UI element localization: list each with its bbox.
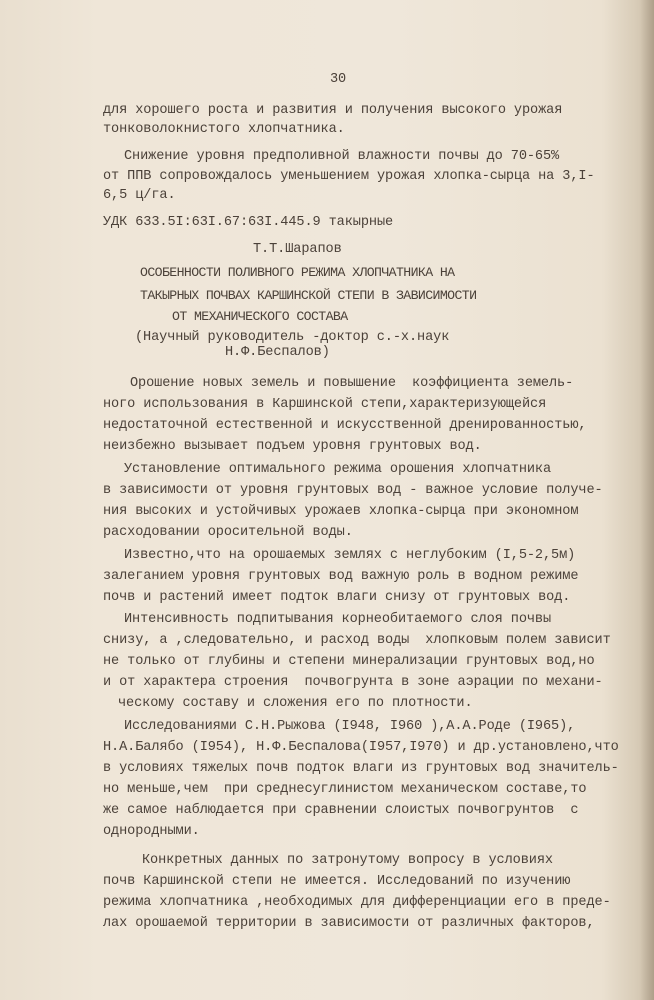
text-line: от ППВ сопровождалось уменьшением урожая хлопка-сырца на 3,I- [103,169,595,184]
advisor-line: Н.Ф.Беспалов) [225,345,330,360]
text-line: залеганием уровня грунтовых вод важную роль в водном режиме [103,569,579,584]
text-line: Исследованиями С.Н.Рыжова (I948, I960 ),А.А.Роде (I965), [124,719,576,734]
text-line: Орошение новых земель и повышение коэффициента земель- [130,376,574,391]
text-line: расходовании оросительной воды. [103,525,353,540]
text-line: Конкретных данных по затронутому вопросу в условиях [142,853,553,868]
text-line: Интенсивность подпитывания корнеобитаемого слоя почвы [124,612,552,627]
title-line: ОСОБЕННОСТИ ПОЛИВНОГО РЕЖИМА ХЛОПЧАТНИКА НА [140,265,455,280]
udc-code: УДК 633.5I:63I.67:63I.445.9 такырные [103,215,394,230]
text-line: Известно,что на орошаемых землях с неглубоким (I,5-2,5м) [124,548,576,563]
article-author: Т.Т.Шарапов [253,242,342,257]
text-line: Н.А.Балябо (I954), Н.Ф.Беспалова(I957,I970) и др.установлено,что [103,740,619,755]
text-line: недостаточной естественной и искусственной дренированностью, [103,418,587,433]
text-line: 6,5 ц/га. [103,188,176,203]
text-line: в условиях тяжелых почв подток влаги из грунтовых вод значитель- [103,761,619,776]
text-line: режима хлопчатника ,необходимых для дифференциации его в преде- [103,895,611,910]
text-line: Снижение уровня предполивной влажности почвы до 70-65% [124,149,560,164]
page-number: 30 [330,72,347,87]
text-line: почв Каршинской степи не имеется. Исследований по изучению [103,874,571,889]
text-line: но меньше,чем при среднесуглинистом механическом составе,то [103,782,587,797]
text-line: Установление оптимального режима орошения хлопчатника [124,462,552,477]
title-line: ОТ МЕХАНИЧЕСКОГО СОСТАВА [172,309,348,324]
text-line: лах орошаемой территории в зависимости от различных факторов, [103,916,595,931]
text-line: однородными. [103,824,200,839]
title-line: ТАКЫРНЫХ ПОЧВАХ КАРШИНСКОЙ СТЕПИ В ЗАВИСИМОСТИ [140,288,477,303]
text-line: не только от глубины и степени минерализации грунтовых вод,но [103,654,595,669]
text-line: для хорошего роста и развития и получения высокого урожая [103,103,563,118]
text-line: тонковолокнистого хлопчатника. [103,122,345,137]
text-line: ного использования в Каршинской степи,характеризующейся [103,397,547,412]
text-line: снизу, а ,следовательно, и расход воды хлопковым полем зависит [103,633,611,648]
text-line: ния высоких и устойчивых урожаев хлопка-сырца при экономном [103,504,579,519]
text-line: почв и растений имеет подток влаги снизу от грунтовых вод. [103,590,571,605]
text-line: и от характера строения почвогрунта в зоне аэрации по механи- [103,675,603,690]
text-line: неизбежно вызывает подъем уровня грунтовых вод. [103,439,482,454]
advisor-line: (Научный руководитель -доктор с.-х.наук [135,330,450,345]
text-line: ческому составу и сложения его по плотности. [118,696,473,711]
text-line: в зависимости от уровня грунтовых вод - важное условие получе- [103,483,603,498]
text-line: же самое наблюдается при сравнении слоистых почвогрунтов с [103,803,579,818]
